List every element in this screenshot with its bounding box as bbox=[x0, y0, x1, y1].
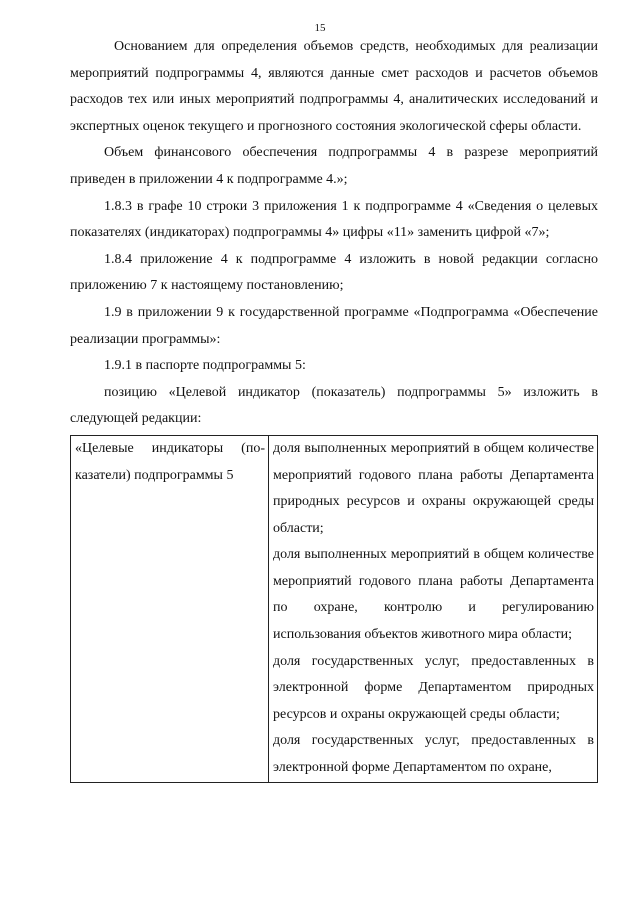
table-row bbox=[71, 435, 598, 782]
indicator-item: доля выполненных мероприятий в общем количестве мероприятий годового плана работы Департамента природных ресурсов и охраны окружающей среды области; bbox=[273, 440, 594, 536]
document-body bbox=[70, 34, 598, 783]
indicator-item: доля государственных услуг, предоставленных в электронной форме Департаментом природных ресурсов и охраны окружающей среды области; bbox=[273, 653, 594, 722]
paragraph-item-1-8-4: 1.8.4 приложение 4 к подпрограмме 4 изложить в новой редакции согласно приложению 7 к настоящему постановлению; bbox=[70, 251, 598, 294]
indicator-item: доля государственных услуг, предоставленных в электронной форме Департаментом по охране, bbox=[273, 733, 594, 776]
paragraph-item-1-8-3: 1.8.3 в графе 10 строки 3 приложения 1 к подпрограмме 4 «Сведения о целевых показателях (индикаторах) подпрограммы 4» цифры «11» заменить цифрой «7»; bbox=[70, 198, 598, 241]
paragraph-funding-basis: Основанием для определения объемов средств, необходимых для реализации мероприятий подпрограммы 4, являются данные смет расходов и расчетов объемов расходов тех или иных мероприятий подпрограммы 4, аналитических исследований и экспертных оценок текущего и прогнозного состояния экологической сферы области. bbox=[70, 39, 598, 134]
page-number: 15 bbox=[314, 22, 326, 34]
paragraph-funding-volume: Объем финансового обеспечения подпрограммы 4 в разрезе мероприятий приведен в приложении 4 к подпрограмме 4.»; bbox=[70, 145, 598, 187]
table-cell-label bbox=[71, 435, 269, 782]
table-cell-indicators bbox=[269, 435, 598, 782]
paragraph-position-intro: позицию «Целевой индикатор (показатель) подпрограммы 5» изложить в следующей редакции: bbox=[70, 384, 598, 427]
indicator-item: доля выполненных мероприятий в общем количестве мероприятий годового плана работы Департамента по охране, контролю и регулированию использования объектов животного мира области; bbox=[273, 547, 594, 643]
paragraph-item-1-9: 1.9 в приложении 9 к государственной программе «Подпрограмма «Обеспечение реализации программы»: bbox=[70, 304, 598, 347]
table-cell-label-text: «Целевые индикаторы (показатели) подпрограммы 5 bbox=[75, 440, 265, 483]
indicator-table bbox=[70, 435, 598, 783]
paragraph-item-1-9-1: 1.9.1 в паспорте подпрограммы 5: bbox=[104, 358, 306, 374]
